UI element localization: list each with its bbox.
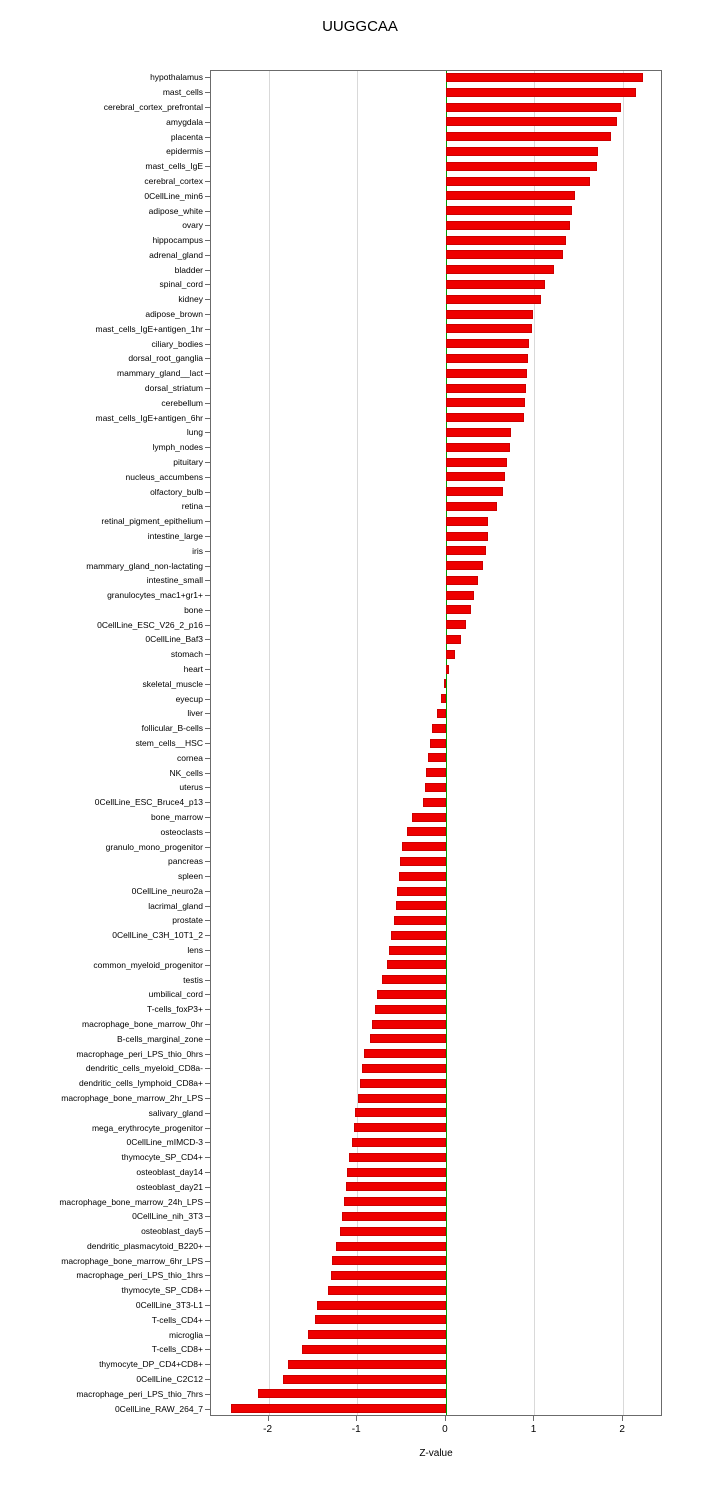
- bar-row: [211, 1195, 661, 1210]
- bar-row: [211, 1402, 661, 1416]
- bar: [430, 739, 446, 748]
- bar-row: [211, 426, 661, 441]
- y-axis-tick-label: osteoblast_day5: [141, 1226, 203, 1237]
- bar-row: [211, 411, 661, 426]
- y-axis-tick-label: 0CellLine_nih_3T3: [132, 1211, 203, 1222]
- bar-row: [211, 1136, 661, 1151]
- y-axis-tick-label: mast_cells_IgE+antigen_1hr: [95, 323, 203, 334]
- bar: [402, 842, 446, 851]
- y-axis-tick-label: spleen: [177, 871, 203, 882]
- y-axis-tick-label: dendritic_cells_myeloid_CD8a-: [85, 1063, 203, 1074]
- bar-row: [211, 456, 661, 471]
- bar: [446, 650, 455, 659]
- bar: [231, 1404, 445, 1413]
- bar: [446, 635, 461, 644]
- bar: [446, 546, 486, 555]
- y-axis-tick-label: dendritic_plasmacytoid_B220+: [86, 1240, 203, 1251]
- bar-row: [211, 515, 661, 530]
- bar: [344, 1197, 446, 1206]
- bar-row: [211, 293, 661, 308]
- y-axis-tick-label: 0CellLine_neuro2a: [131, 885, 203, 896]
- y-axis-tick-label: macrophage_peri_LPS_thio_0hrs: [76, 1048, 203, 1059]
- bar: [382, 975, 446, 984]
- bar-row: [211, 1180, 661, 1195]
- y-axis-tick-label: granulocytes_mac1+gr1+: [107, 590, 203, 601]
- bar-row: [211, 1166, 661, 1181]
- bar-row: [211, 574, 661, 589]
- bar: [446, 324, 532, 333]
- y-axis-tick-label: iris: [192, 545, 203, 556]
- y-axis-tick-label: cornea: [177, 752, 203, 763]
- bar: [258, 1389, 446, 1398]
- bar: [446, 561, 483, 570]
- bar-row: [211, 737, 661, 752]
- bar: [315, 1315, 446, 1324]
- y-axis-tick-label: adrenal_gland: [149, 249, 203, 260]
- bar: [446, 236, 567, 245]
- x-axis-tick-label: 0: [442, 1424, 448, 1435]
- y-axis-tick-label: mammary_gland__lact: [117, 368, 203, 379]
- y-axis-tick-label: adipose_white: [148, 205, 203, 216]
- y-axis-tick-label: ovary: [182, 220, 203, 231]
- y-axis-tick-label: epidermis: [166, 146, 203, 157]
- bar: [423, 798, 446, 807]
- bar-row: [211, 766, 661, 781]
- bar-row: [211, 115, 661, 130]
- y-axis-tick-label: intestine_small: [146, 575, 203, 586]
- bar-row: [211, 589, 661, 604]
- bar: [437, 709, 446, 718]
- bar: [446, 177, 590, 186]
- y-axis-tick-label: ciliary_bodies: [151, 338, 203, 349]
- y-axis-tick-label: 0CellLine_C2C12: [136, 1374, 203, 1385]
- bar: [446, 339, 529, 348]
- bar: [342, 1212, 446, 1221]
- bar-row: [211, 811, 661, 826]
- bar: [446, 280, 545, 289]
- bar: [360, 1079, 446, 1088]
- bar: [446, 472, 505, 481]
- bar: [340, 1227, 445, 1236]
- y-axis-tick-label: lung: [186, 427, 203, 438]
- bar: [425, 783, 446, 792]
- x-axis-tick-label: -2: [263, 1424, 273, 1435]
- bar: [391, 931, 446, 940]
- bar: [349, 1153, 446, 1162]
- bar-row: [211, 1062, 661, 1077]
- bar-row: [211, 544, 661, 559]
- bar: [364, 1049, 446, 1058]
- y-axis-tick-label: macrophage_bone_marrow_6hr_LPS: [61, 1255, 203, 1266]
- x-axis-tick: [445, 1416, 446, 1421]
- y-axis-tick-label: 0CellLine_mIMCD-3: [126, 1137, 203, 1148]
- bar-row: [211, 189, 661, 204]
- bar: [446, 295, 541, 304]
- bar-row: [211, 470, 661, 485]
- bar-row: [211, 175, 661, 190]
- bar-row: [211, 1151, 661, 1166]
- y-axis-tick-label: thymocyte_DP_CD4+CD8+: [99, 1359, 203, 1370]
- y-axis-tick-label: nucleus_accumbens: [125, 471, 203, 482]
- bar: [446, 117, 617, 126]
- bar: [446, 73, 643, 82]
- y-axis-tick-label: macrophage_bone_marrow_0hr: [82, 1019, 203, 1030]
- bar: [355, 1108, 445, 1117]
- y-axis-tick-label: uterus: [179, 782, 203, 793]
- bar-row: [211, 1047, 661, 1062]
- bar: [446, 665, 450, 674]
- bar-row: [211, 677, 661, 692]
- y-axis-tick-label: bone_marrow: [151, 811, 203, 822]
- y-axis-tick-label: cerebral_cortex: [144, 175, 203, 186]
- y-axis-tick-label: macrophage_bone_marrow_24h_LPS: [59, 1196, 203, 1207]
- bar: [446, 532, 488, 541]
- bar-row: [211, 396, 661, 411]
- bar: [446, 502, 497, 511]
- bar-row: [211, 1240, 661, 1255]
- bar-row: [211, 781, 661, 796]
- x-axis-tick: [533, 1416, 534, 1421]
- y-axis-tick-label: liver: [187, 708, 203, 719]
- y-axis-tick-label: mast_cells: [162, 87, 203, 98]
- y-axis-tick-label: 0CellLine_3T3-L1: [135, 1300, 203, 1311]
- bar-row: [211, 751, 661, 766]
- bar: [446, 147, 598, 156]
- chart-title: UUGGCAA: [322, 18, 398, 35]
- y-axis-tick-label: mast_cells_IgE: [145, 161, 203, 172]
- y-axis-tick-label: stem_cells__HSC: [135, 738, 203, 748]
- bar: [283, 1375, 446, 1384]
- bar-row: [211, 914, 661, 929]
- y-axis-tick-label: hypothalamus: [150, 72, 203, 83]
- bar: [358, 1094, 446, 1103]
- y-axis-tick-label: osteoblast_day14: [136, 1166, 203, 1177]
- bar-row: [211, 1387, 661, 1402]
- x-axis-tick: [356, 1416, 357, 1421]
- bar-row: [211, 485, 661, 500]
- y-axis-tick-label: common_myeloid_progenitor: [93, 959, 203, 970]
- bar: [446, 487, 503, 496]
- y-axis-tick-label: macrophage_bone_marrow_2hr_LPS: [61, 1092, 203, 1103]
- bar: [446, 591, 474, 600]
- y-axis-tick-label: adipose_brown: [145, 309, 203, 320]
- bar-row: [211, 130, 661, 145]
- bar: [412, 813, 446, 822]
- bar: [308, 1330, 445, 1339]
- y-axis-tick-label: stomach: [170, 649, 203, 660]
- bar-row: [211, 441, 661, 456]
- bar-row: [211, 367, 661, 382]
- y-axis-tick-label: bladder: [174, 264, 203, 275]
- bar-row: [211, 1343, 661, 1358]
- bar: [446, 132, 611, 141]
- bar-row: [211, 840, 661, 855]
- bar-row: [211, 722, 661, 737]
- y-axis-tick-label: eyecup: [175, 693, 203, 704]
- y-axis-tick-label: dorsal_root_ganglia: [128, 353, 203, 364]
- y-axis-tick-label: thymocyte_SP_CD4+: [121, 1152, 203, 1163]
- bar: [372, 1020, 446, 1029]
- x-axis-tick: [268, 1416, 269, 1421]
- y-axis-tick-label: 0CellLine_min6: [144, 190, 203, 201]
- bar-row: [211, 1269, 661, 1284]
- y-axis-tick-label: macrophage_peri_LPS_thio_1hrs: [76, 1270, 203, 1281]
- bar: [407, 827, 446, 836]
- y-axis-tick-label: 0CellLine_ESC_Bruce4_p13: [94, 797, 203, 808]
- bar: [377, 990, 446, 999]
- y-axis-tick-label: pancreas: [168, 856, 203, 867]
- y-axis-tick-label: T-cells_CD4+: [151, 1314, 203, 1325]
- y-axis-tick-label: dendritic_cells_lymphoid_CD8a+: [78, 1078, 203, 1089]
- bar: [441, 694, 446, 703]
- y-axis-tick-label: osteoblast_day21: [136, 1181, 203, 1192]
- bar-row: [211, 1018, 661, 1033]
- bar: [446, 265, 554, 274]
- x-axis-tick: [622, 1416, 623, 1421]
- bar-row: [211, 248, 661, 263]
- y-axis-tick-label: placenta: [170, 131, 203, 142]
- y-axis-tick-label: umbilical_cord: [148, 989, 203, 1000]
- bar: [446, 310, 533, 319]
- y-axis-tick-label: spinal_cord: [159, 279, 203, 290]
- bar: [446, 458, 507, 467]
- bar: [446, 369, 528, 378]
- y-axis-tick-label: retinal_pigment_epithelium: [101, 516, 203, 527]
- y-axis-tick-label: NK_cells: [169, 767, 203, 778]
- y-axis-tick-label: mega_erythrocyte_progenitor: [91, 1122, 203, 1133]
- bar-row: [211, 530, 661, 545]
- bar: [362, 1064, 446, 1073]
- bar-row: [211, 958, 661, 973]
- y-axis-tick-label: cerebral_cortex_prefrontal: [103, 101, 203, 112]
- y-axis-tick-label: granulo_mono_progenitor: [105, 841, 203, 852]
- y-axis-tick-label: mammary_gland_non-lactating: [86, 560, 203, 571]
- y-axis-tick-label: osteoclasts: [160, 826, 203, 837]
- bar: [328, 1286, 446, 1295]
- x-axis-tick-label: 1: [530, 1424, 537, 1435]
- y-axis-tick-label: follicular_B-cells: [141, 723, 203, 734]
- bar: [389, 946, 446, 955]
- bar-row: [211, 1106, 661, 1121]
- bar-row: [211, 899, 661, 914]
- bar-row: [211, 278, 661, 293]
- bar: [446, 221, 570, 230]
- bar: [428, 753, 446, 762]
- bar-row: [211, 1284, 661, 1299]
- y-axis-tick-label: amygdala: [166, 116, 203, 127]
- y-axis-labels: [0, 70, 203, 1416]
- y-axis-tick-label: dorsal_striatum: [144, 383, 203, 393]
- bar-row: [211, 1299, 661, 1314]
- bar-row: [211, 1373, 661, 1388]
- bar-row: [211, 500, 661, 515]
- y-axis-tick-label: salivary_gland: [148, 1107, 203, 1118]
- bar: [446, 605, 471, 614]
- bar-row: [211, 1313, 661, 1328]
- bar: [446, 443, 510, 452]
- bar-row: [211, 308, 661, 323]
- bar: [446, 103, 621, 112]
- bar-row: [211, 885, 661, 900]
- bar-row: [211, 603, 661, 618]
- x-axis-tick-label: -1: [351, 1424, 361, 1435]
- bar-row: [211, 692, 661, 707]
- bar: [387, 960, 445, 969]
- bar: [397, 887, 446, 896]
- y-axis-tick-label: pituitary: [173, 456, 203, 467]
- y-axis-tick-label: heart: [183, 664, 203, 675]
- bar-row: [211, 1225, 661, 1240]
- bar: [370, 1034, 446, 1043]
- bar: [446, 191, 575, 200]
- bar: [444, 679, 446, 688]
- bar-row: [211, 1358, 661, 1373]
- bar-row: [211, 101, 661, 116]
- y-axis-tick-label: cerebellum: [161, 397, 203, 408]
- y-axis-tick-label: mast_cells_IgE+antigen_6hr: [95, 412, 203, 423]
- y-axis-tick-label: T-cells_foxP3+: [147, 1004, 203, 1015]
- bar-row: [211, 1254, 661, 1269]
- y-axis-tick-label: macrophage_peri_LPS_thio_7hrs: [76, 1388, 203, 1399]
- y-axis-tick-label: 0CellLine_RAW_264_7: [114, 1403, 203, 1414]
- bar: [446, 398, 525, 407]
- bar: [446, 88, 637, 97]
- y-axis-tick-label: hippocampus: [152, 235, 203, 246]
- y-axis-tick-label: microglia: [168, 1329, 203, 1340]
- bar: [375, 1005, 446, 1014]
- y-axis-tick-label: 0CellLine_ESC_V26_2_p16: [97, 619, 203, 630]
- bar-row: [211, 559, 661, 574]
- bar-row: [211, 160, 661, 175]
- bar-row: [211, 1210, 661, 1225]
- bar-row: [211, 234, 661, 249]
- bar-row: [211, 633, 661, 648]
- bar: [394, 916, 445, 925]
- bar: [446, 576, 478, 585]
- y-axis-tick-label: retina: [181, 501, 203, 512]
- bar: [346, 1182, 446, 1191]
- bar-row: [211, 322, 661, 337]
- bar: [302, 1345, 446, 1354]
- y-axis-tick-label: bone: [184, 604, 203, 615]
- y-axis-tick-label: thymocyte_SP_CD8+: [121, 1285, 203, 1296]
- bar-row: [211, 145, 661, 160]
- bar-row: [211, 1003, 661, 1018]
- y-axis-tick-label: testis: [183, 974, 203, 985]
- bar-row: [211, 988, 661, 1003]
- bar: [399, 872, 446, 881]
- bars-layer: [211, 71, 661, 1415]
- bar-row: [211, 618, 661, 633]
- bar-row: [211, 1121, 661, 1136]
- bar-row: [211, 71, 661, 86]
- bar-row: [211, 204, 661, 219]
- bar: [426, 768, 445, 777]
- y-axis-tick-label: lacrimal_gland: [148, 900, 203, 911]
- bar-row: [211, 352, 661, 367]
- bar-row: [211, 648, 661, 663]
- bar-row: [211, 1092, 661, 1107]
- bar-row: [211, 337, 661, 352]
- bar-row: [211, 707, 661, 722]
- bar: [352, 1138, 446, 1147]
- bar: [332, 1256, 445, 1265]
- bar: [446, 354, 528, 363]
- y-axis-tick-label: prostate: [172, 915, 203, 926]
- y-axis-tick-label: 0CellLine_C3H_10T1_2: [112, 930, 203, 941]
- bar-row: [211, 219, 661, 234]
- bar-row: [211, 1077, 661, 1092]
- bar: [446, 517, 489, 526]
- bar: [446, 162, 597, 171]
- bar: [446, 413, 524, 422]
- bar-row: [211, 1032, 661, 1047]
- bar: [347, 1168, 445, 1177]
- bar: [400, 857, 446, 866]
- bar-row: [211, 1328, 661, 1343]
- bar: [446, 384, 526, 393]
- bar: [446, 620, 466, 629]
- y-axis-tick-label: T-cells_CD8+: [151, 1344, 203, 1355]
- y-axis-tick-label: lens: [187, 945, 203, 956]
- y-axis-tick-label: intestine_large: [147, 530, 203, 541]
- bar-row: [211, 796, 661, 811]
- y-axis-tick-label: lymph_nodes: [152, 442, 203, 453]
- bar-row: [211, 825, 661, 840]
- bar: [331, 1271, 446, 1280]
- bar: [446, 250, 563, 259]
- bar-row: [211, 86, 661, 101]
- bar-row: [211, 929, 661, 944]
- bar-row: [211, 263, 661, 278]
- bar: [288, 1360, 446, 1369]
- x-axis-tick-label: 2: [619, 1424, 625, 1435]
- bar: [317, 1301, 446, 1310]
- y-axis-tick-label: 0CellLine_Baf3: [145, 634, 203, 645]
- plot-panel: [210, 70, 662, 1416]
- x-axis-title: Z-value: [419, 1448, 453, 1459]
- bar-row: [211, 382, 661, 397]
- y-axis-tick-label: B-cells_marginal_zone: [117, 1033, 203, 1044]
- y-axis-tick-label: olfactory_bulb: [150, 486, 203, 497]
- bar: [336, 1242, 446, 1251]
- bar-row: [211, 870, 661, 885]
- bar-row: [211, 855, 661, 870]
- y-axis-tick-label: kidney: [178, 294, 203, 305]
- bar: [446, 206, 572, 215]
- bar-row: [211, 973, 661, 988]
- bar-row: [211, 663, 661, 678]
- bar: [446, 428, 512, 437]
- bar: [396, 901, 446, 910]
- bar: [432, 724, 446, 733]
- bar: [354, 1123, 446, 1132]
- y-axis-tick-label: skeletal_muscle: [142, 678, 203, 689]
- bar-row: [211, 944, 661, 959]
